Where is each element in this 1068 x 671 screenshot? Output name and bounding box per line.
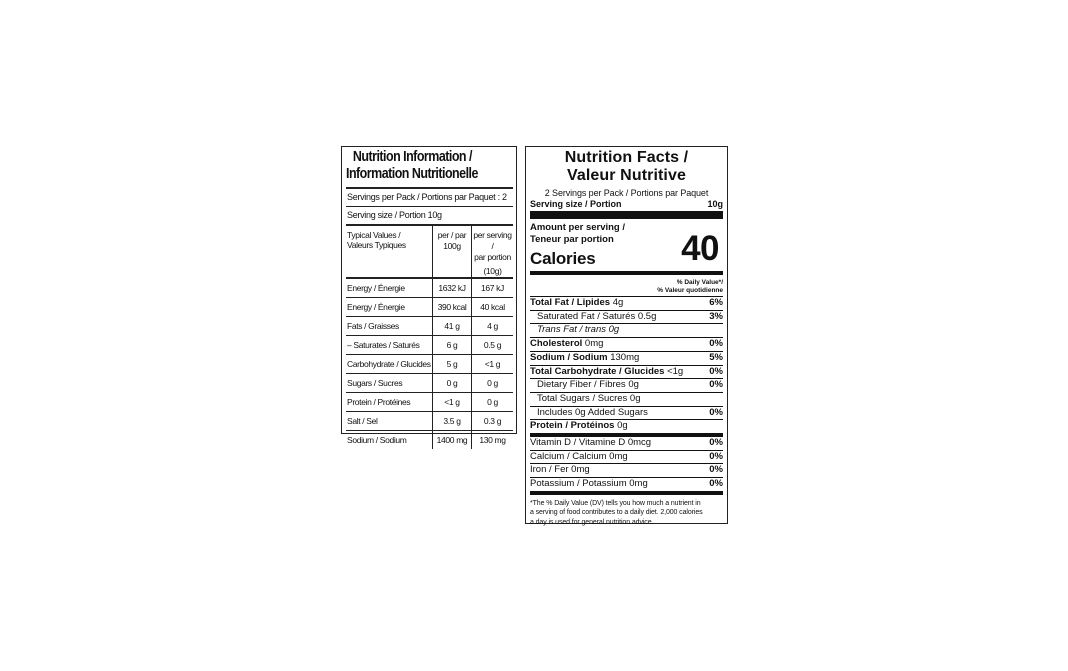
protein-label: Protein / Protéinos [530,420,615,432]
cholesterol-pct: 0% [709,338,723,350]
title-line-2: Valeur Nutritive [567,167,686,184]
header-col1-line1: per / par [437,230,467,240]
nutrient-name: Sugars / Sucres [346,374,433,393]
nutrition-facts-label [525,146,728,524]
header-typical-values [346,226,433,278]
iron-pct: 0% [709,464,723,476]
servings-per-pack: Servings per Pack / Portions par Paquet : 2 [346,189,513,207]
total-fat-pct: 6% [709,297,723,308]
header-col2-line2: par portion [474,252,511,262]
value-per-serving: 0 g [472,393,514,412]
added-sugars-pct: 0% [709,406,723,418]
header-per-100g [433,226,472,278]
label-title [346,149,490,185]
total-sugars-row [530,393,723,407]
table-row [346,278,513,298]
servings-per-pack: 2 Servings per Pack / Portions par Paquet [544,188,709,198]
value-per-100g: 3.5 g [433,412,472,431]
protein-amount: 0g [614,420,628,432]
trans-fat-row [530,324,723,338]
serving-size-value: 10g [707,199,723,209]
value-per-100g: 1632 kJ [433,278,472,298]
vitamin-d-row [530,437,723,451]
header-col2-line3: (10g) [483,266,502,276]
nutrient-name: Fats / Graisses [346,317,433,336]
total-sugars-label: Total Sugars / Sucres 0g [537,392,641,404]
potassium-label: Potassium / Potassium 0mg [530,478,648,490]
title-line-2: Information Nutritionelle [346,166,478,182]
value-per-100g: 390 kcal [433,298,472,317]
nutrient-name: Energy / Énergie [346,298,433,317]
sodium-pct: 5% [709,351,723,363]
added-sugars-row [530,407,723,421]
iron-label: Iron / Fer 0mg [530,464,590,476]
title-line-1: Nutrition Facts / [564,149,689,166]
cholesterol-label: Cholesterol [530,338,583,350]
sodium-row [530,352,723,366]
saturated-fat-row [530,311,723,325]
value-per-serving: 0.5 g [472,336,514,355]
value-per-serving: 0.3 g [472,412,514,431]
vitamin-d-pct: 0% [709,437,723,449]
added-sugars-label: Includes 0g Added Sugars [537,406,648,418]
nutrient-name: Salt / Sel [346,412,433,431]
total-carbohydrate-label: Total Carbohydrate / Glucides [530,365,665,377]
calories-label: Calories [530,249,596,268]
table-row [346,336,513,355]
total-carbohydrate-pct: 0% [709,365,723,377]
value-per-serving: <1 g [472,355,514,374]
nutrient-name: Carbohydrate / Glucides [346,355,433,374]
header-col1-line2: 100g [443,241,461,251]
value-per-100g: 0 g [433,374,472,393]
total-fat-amount: 4g [610,297,624,308]
total-fat-row [530,297,723,311]
table-row [346,374,513,393]
trans-fat-label: Trans Fat / trans 0g [537,324,620,336]
calcium-label: Calcium / Calcium 0mg [530,450,628,462]
footnote-line-3: a day is used for general nutrition advice. [530,518,654,526]
value-per-100g: 5 g [433,355,472,374]
total-carbohydrate-amount: <1g [664,365,684,377]
nutrient-name: Energy / Énergie [346,278,433,298]
total-fat-label: Total Fat / Lipides [530,297,611,308]
cholesterol-row [530,338,723,352]
potassium-row [530,478,723,495]
amount-line-1: Amount per serving / [530,222,626,233]
iron-row [530,464,723,478]
serving-size-label: Serving size / Portion [530,199,622,209]
nutrient-table [346,226,513,449]
nutrient-name: – Saturates / Saturés [346,336,433,355]
table-row [346,412,513,431]
sodium-amount: 130mg [607,351,640,363]
serving-size: Serving size / Portion 10g [346,207,513,226]
value-per-serving: 130 mg [472,431,514,450]
value-per-100g: <1 g [433,393,472,412]
table-row [346,393,513,412]
header-per-serving [472,226,514,278]
sodium-label: Sodium / Sodium [530,351,608,363]
saturated-fat-label: Saturated Fat / Saturés 0.5g [537,310,657,322]
calcium-pct: 0% [709,450,723,462]
title-line-1: Nutrition Information / [352,149,472,165]
value-per-serving: 167 kJ [472,278,514,298]
header-col2-line1: per serving / [473,230,512,251]
table-row [346,317,513,336]
label-title [530,149,723,185]
table-row [346,298,513,317]
calories-value: 40 [681,229,719,268]
cholesterol-amount: 0mg [582,338,604,350]
table-row [346,431,513,450]
footnote-line-1: *The % Daily Value (DV) tells you how much a nutrient in [530,499,701,507]
potassium-pct: 0% [709,478,723,490]
serving-size [530,199,723,219]
protein-row [530,420,723,437]
header-col0-line2: Valeurs Typiques [347,240,406,250]
daily-value-footnote [530,495,723,528]
header-col0-line1: Typical Values / [347,230,401,240]
dv-line-1: % Daily Value*/ [676,279,723,286]
value-per-serving: 40 kcal [472,298,514,317]
nutrition-information-label [341,146,517,445]
table-header-row [346,226,513,278]
dv-line-2: % Valeur quotidienne [657,287,723,294]
saturated-fat-pct: 3% [709,310,723,322]
table-row [346,355,513,374]
calories-block [530,219,723,275]
value-per-100g: 41 g [433,317,472,336]
value-per-100g: 1400 mg [433,431,472,450]
value-per-serving: 0 g [472,374,514,393]
nutrient-name: Sodium / Sodium [347,435,407,445]
daily-value-header [530,275,723,297]
value-per-serving: 4 g [472,317,514,336]
calcium-row [530,451,723,465]
vitamin-d-label: Vitamin D / Vitamine D 0mcg [530,437,652,449]
total-carbohydrate-row [530,366,723,380]
value-per-100g: 6 g [433,336,472,355]
dietary-fiber-row [530,379,723,393]
amount-line-2: Teneur par portion [530,234,614,245]
nutrient-name: Protein / Protéines [346,393,433,412]
footnote-line-2: a serving of food contributes to a daily diet. 2,000 calories [530,509,703,517]
dietary-fiber-pct: 0% [709,379,723,391]
dietary-fiber-label: Dietary Fiber / Fibres 0g [537,379,639,391]
